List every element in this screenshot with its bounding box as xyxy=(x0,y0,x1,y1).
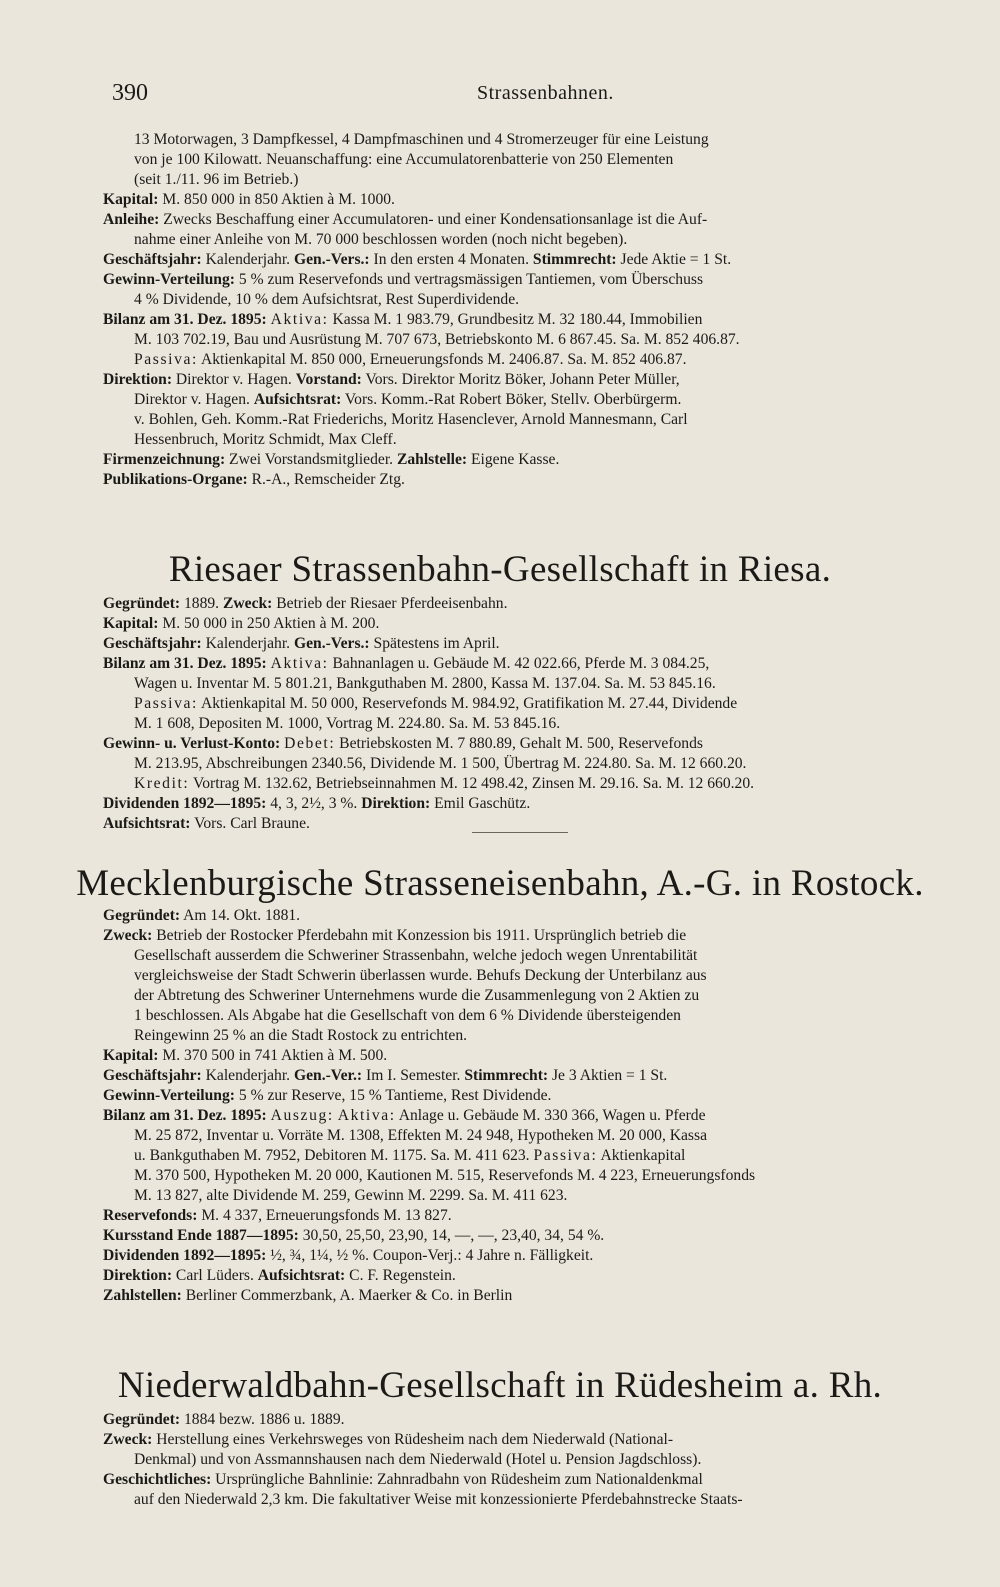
field-label: Gegründet: xyxy=(103,595,181,612)
entry-line: Gesellschaft ausserdem die Schweriner Strassenbahn, welche jedoch wegen Unrentabilität xyxy=(134,947,698,964)
field-label: Stimmrecht: xyxy=(464,1067,549,1084)
entry-line: Reingewinn 25 % an die Stadt Rostock zu entrichten. xyxy=(134,1027,468,1044)
field-value: Direktor v. Hagen. xyxy=(172,371,296,388)
field-value: 5 % zum Reservefonds und vertragsmässigen Tantiemen, vom Überschuss xyxy=(234,271,704,288)
field-sublabel: Aktiva: xyxy=(270,655,329,672)
field-label: Reservefonds: xyxy=(103,1207,198,1224)
field-value: Aktienkapital xyxy=(597,1147,686,1164)
entry-line xyxy=(134,390,976,410)
company-title: Riesaer Strassenbahn-Gesellschaft in Riesa. xyxy=(168,549,832,590)
entry-line xyxy=(103,470,973,490)
field-label: Anleihe: xyxy=(103,211,160,228)
company-title: Niederwaldbahn-Gesellschaft in Rüdesheim a. Rh. xyxy=(117,1365,883,1406)
field-value: 5 % zur Reserve, 15 % Tantieme, Rest Dividende. xyxy=(234,1087,552,1104)
field-value: 4, 3, 2½, 3 %. xyxy=(266,795,362,812)
entry-line: 4 % Dividende, 10 % dem Aufsichtsrat, Rest Superdividende. xyxy=(134,291,520,308)
entry-line: M. 370 500, Hypotheken M. 20 000, Kautionen M. 515, Reservefonds M. 4 223, Erneuerungsfonds xyxy=(134,1167,756,1184)
entry-line xyxy=(103,210,973,230)
field-label: Aufsichtsrat: xyxy=(257,1267,346,1284)
field-value: Zwecks Beschaffung einer Accumulatoren- und einer Kondensationsanlage ist die Auf- xyxy=(159,211,708,228)
field-value: 1889. xyxy=(180,595,223,612)
field-value: R.-A., Remscheider Ztg. xyxy=(247,471,405,488)
field-value: Zwei Vorstandsmitglieder. xyxy=(225,451,397,468)
field-label: Zahlstellen: xyxy=(103,1287,182,1304)
field-value: Kalenderjahr. xyxy=(201,1067,294,1084)
field-value: In den ersten 4 Monaten. xyxy=(369,251,533,268)
entry-line xyxy=(103,1246,973,1266)
field-sublabel: Debet: xyxy=(284,735,336,752)
field-sublabel: Passiva: xyxy=(533,1147,598,1164)
company-title: Mecklenburgische Strasseneisenbahn, A.-G. in Rostock. xyxy=(76,863,924,904)
field-value: Vors. Direktor Moritz Böker, Johann Peter Müller, xyxy=(361,371,680,388)
entry-line: von je 100 Kilowatt. Neuanschaffung: eine Accumulatorenbatterie von 250 Elementen xyxy=(134,151,674,168)
entry-line xyxy=(103,1106,973,1126)
field-label: Publikations-Organe: xyxy=(103,471,248,488)
entry-line xyxy=(103,1266,973,1286)
field-value: Herstellung eines Verkehrsweges von Rüdesheim nach dem Niederwald (National- xyxy=(152,1431,674,1448)
field-value: Kassa M. 1 983.79, Grundbesitz M. 32 180.44, Immobilien xyxy=(328,311,703,328)
field-value: Carl Lüders. xyxy=(172,1267,258,1284)
entry-line xyxy=(103,906,973,926)
field-value: M. 50 000 in 250 Aktien à M. 200. xyxy=(158,615,380,632)
field-value: Kalenderjahr. xyxy=(201,251,294,268)
field-value: u. Bankguthaben M. 7952, Debitoren M. 1175. Sa. M. 411 623. xyxy=(134,1147,534,1164)
entry-line xyxy=(103,1410,973,1430)
field-label: Kursstand Ende 1887—1895: xyxy=(103,1227,299,1244)
entry-line xyxy=(134,774,976,794)
entry-line xyxy=(103,614,973,634)
entry-line: vergleichsweise der Stadt Schwerin überlassen wurde. Behufs Deckung der Unterbilanz aus xyxy=(134,967,707,984)
field-sublabel: Auszug: xyxy=(270,1107,334,1124)
entry-line xyxy=(103,190,973,210)
entry-line xyxy=(103,1086,973,1106)
field-label: Direktion: xyxy=(103,1267,173,1284)
field-label: Kapital: xyxy=(103,1047,159,1064)
entry-line xyxy=(103,1206,973,1226)
field-value: Bahnanlagen u. Gebäude M. 42 022.66, Pferde M. 3 084.25, xyxy=(328,655,710,672)
entry-line xyxy=(103,814,973,834)
entry-line: 1 beschlossen. Als Abgabe hat die Gesellschaft von dem 6 % Dividende übersteigenden xyxy=(134,1007,681,1024)
field-label: Bilanz am 31. Dez. 1895: xyxy=(103,311,267,328)
field-value: Anlage u. Gebäude M. 330 366, Wagen u. Pferde xyxy=(395,1107,706,1124)
field-label: Direktion: xyxy=(103,371,173,388)
field-label: Geschichtliches: xyxy=(103,1471,212,1488)
field-label: Zahlstelle: xyxy=(396,451,468,468)
field-value: Spätestens im April. xyxy=(369,635,500,652)
entry-line: M. 103 702.19, Bau und Ausrüstung M. 707 673, Betriebskonto M. 6 867.45. Sa. M. 852 406.87. xyxy=(134,331,740,348)
field-label: Geschäftsjahr: xyxy=(103,251,202,268)
field-label: Aufsichtsrat: xyxy=(103,815,191,832)
entry-line: 13 Motorwagen, 3 Dampfkessel, 4 Dampfmaschinen und 4 Stromerzeuger für eine Leistung xyxy=(134,131,709,148)
entry-line: Hessenbruch, Moritz Schmidt, Max Cleff. xyxy=(134,431,397,448)
field-value: Kalenderjahr. xyxy=(201,635,294,652)
entry-line: v. Bohlen, Geh. Komm.-Rat Friederichs, Moritz Hasenclever, Arnold Mannesmann, Carl xyxy=(134,411,688,428)
field-value: Jede Aktie = 1 St. xyxy=(616,251,732,268)
entry-line: der Abtretung des Schweriner Unternehmens wurde die Zusammenlegung von 2 Aktien zu xyxy=(134,987,700,1004)
field-label: Gewinn-Verteilung: xyxy=(103,1087,235,1104)
field-sublabel: Passiva: xyxy=(134,695,198,712)
entry-line xyxy=(103,310,973,330)
field-label: Gewinn- u. Verlust-Konto: xyxy=(103,735,281,752)
field-value: 1884 bezw. 1886 u. 1889. xyxy=(180,1411,345,1428)
field-label: Aufsichtsrat: xyxy=(253,391,342,408)
field-label: Gewinn-Verteilung: xyxy=(103,271,235,288)
field-label: Zweck: xyxy=(103,927,153,944)
field-value: Im I. Semester. xyxy=(362,1067,465,1084)
entry-line: M. 213.95, Abschreibungen 2340.56, Dividende M. 1 500, Übertrag M. 224.80. Sa. M. 12 660.20. xyxy=(134,755,747,772)
field-label: Zweck: xyxy=(222,595,273,612)
field-value: Berliner Commerzbank, A. Maerker & Co. in Berlin xyxy=(181,1287,513,1304)
entry-line xyxy=(103,654,973,674)
entry-line: (seit 1./11. 96 im Betrieb.) xyxy=(134,171,299,188)
field-label: Kapital: xyxy=(103,191,159,208)
entry-line xyxy=(134,1146,976,1166)
field-label: Dividenden 1892—1895: xyxy=(103,1247,267,1264)
field-label: Gegründet: xyxy=(103,1411,181,1428)
entry-line xyxy=(134,694,976,714)
field-value: Betrieb der Rostocker Pferdebahn mit Konzession bis 1911. Ursprünglich betrieb die xyxy=(152,927,687,944)
field-value: C. F. Regenstein. xyxy=(345,1267,456,1284)
section-divider xyxy=(472,832,568,833)
field-label: Firmenzeichnung: xyxy=(103,451,226,468)
field-label: Dividenden 1892—1895: xyxy=(103,795,267,812)
field-label: Bilanz am 31. Dez. 1895: xyxy=(103,1107,267,1124)
field-label: Geschäftsjahr: xyxy=(103,1067,202,1084)
entry-line xyxy=(103,634,973,654)
entry-line xyxy=(103,734,973,754)
field-value: Vors. Carl Braune. xyxy=(190,815,310,832)
field-sublabel: Passiva: xyxy=(134,351,198,368)
field-value: Aktienkapital M. 850 000, Erneuerungsfonds M. 2406.87. Sa. M. 852 406.87. xyxy=(197,351,687,368)
entry-line: auf den Niederwald 2,3 km. Die fakultativer Weise mit konzessionierte Pferdebahnstrecke Staats- xyxy=(134,1491,743,1508)
entry-line: M. 13 827, alte Dividende M. 259, Gewinn M. 2299. Sa. M. 411 623. xyxy=(134,1187,568,1204)
field-value: M. 370 500 in 741 Aktien à M. 500. xyxy=(158,1047,388,1064)
field-value: Vors. Komm.-Rat Robert Böker, Stellv. Oberbürgerm. xyxy=(341,391,682,408)
entry-line xyxy=(103,926,973,946)
field-value: Eigene Kasse. xyxy=(467,451,560,468)
field-label: Gen.-Vers.: xyxy=(293,251,370,268)
entry-line xyxy=(103,794,973,814)
field-value: Betriebskosten M. 7 880.89, Gehalt M. 500, Reservefonds xyxy=(335,735,703,752)
field-sublabel: Kredit: xyxy=(134,775,190,792)
field-label: Gen.-Vers.: xyxy=(293,635,370,652)
field-label: Zweck: xyxy=(103,1431,153,1448)
field-value: Am 14. Okt. 1881. xyxy=(180,907,301,924)
field-value: Direktor v. Hagen. xyxy=(134,391,254,408)
entry-line xyxy=(103,270,973,290)
field-value: Betrieb der Riesaer Pferdeeisenbahn. xyxy=(272,595,508,612)
field-label: Vorstand: xyxy=(295,371,362,388)
entry-line: Denkmal) und von Assmannshausen nach dem Niederwald (Hotel u. Pension Jagdschloss). xyxy=(134,1451,702,1468)
field-value: Ursprüngliche Bahnlinie: Zahnradbahn von Rüdesheim zum Nationaldenkmal xyxy=(211,1471,703,1488)
entry-line xyxy=(103,450,973,470)
field-value: Vortrag M. 132.62, Betriebseinnahmen M. 12 498.42, Zinsen M. 29.16. Sa. M. 12 660.20. xyxy=(189,775,755,792)
field-sublabel: Aktiva: xyxy=(337,1107,396,1124)
field-value: Je 3 Aktien = 1 St. xyxy=(548,1067,668,1084)
entry-line xyxy=(103,250,973,270)
entry-line: Wagen u. Inventar M. 5 801.21, Bankguthaben M. 2800, Kassa M. 137.04. Sa. M. 53 845.16. xyxy=(134,675,716,692)
entry-line xyxy=(103,1226,973,1246)
entry-line xyxy=(103,1046,973,1066)
field-value: 30,50, 25,50, 23,90, 14, —, —, 23,40, 34, 54 %. xyxy=(298,1227,605,1244)
entry-line: M. 1 608, Depositen M. 1000, Vortrag M. 224.80. Sa. M. 53 845.16. xyxy=(134,715,561,732)
field-label: Stimmrecht: xyxy=(532,251,617,268)
field-label: Direktion: xyxy=(361,795,431,812)
entry-line: M. 25 872, Inventar u. Vorräte M. 1308, Effekten M. 24 948, Hypotheken M. 20 000, Kassa xyxy=(134,1127,707,1144)
field-value: M. 4 337, Erneuerungsfonds M. 13 827. xyxy=(197,1207,452,1224)
page-number: 390 xyxy=(112,80,148,106)
page-header xyxy=(112,80,632,114)
entry-line xyxy=(103,1470,973,1490)
entry-line xyxy=(103,1286,973,1306)
field-label: Bilanz am 31. Dez. 1895: xyxy=(103,655,267,672)
field-label: Gen.-Ver.: xyxy=(293,1067,363,1084)
field-label: Gegründet: xyxy=(103,907,181,924)
field-value: Aktienkapital M. 50 000, Reservefonds M. 984.92, Gratifikation M. 27.44, Dividende xyxy=(197,695,738,712)
entry-line xyxy=(103,1430,973,1450)
field-value: M. 850 000 in 850 Aktien à M. 1000. xyxy=(158,191,395,208)
running-head: Strassenbahnen. xyxy=(477,82,614,104)
entry-line xyxy=(103,594,973,614)
field-label: Kapital: xyxy=(103,615,159,632)
entry-line xyxy=(103,370,973,390)
field-sublabel: Aktiva: xyxy=(270,311,329,328)
entry-line xyxy=(134,350,976,370)
field-label: Geschäftsjahr: xyxy=(103,635,202,652)
field-value: Emil Gaschütz. xyxy=(430,795,531,812)
entry-line: nahme einer Anleihe von M. 70 000 beschlossen worden (noch nicht begeben). xyxy=(134,231,628,248)
field-value: ½, ¾, 1¼, ½ %. Coupon-Verj.: 4 Jahre n. Fälligkeit. xyxy=(266,1247,594,1264)
entry-line xyxy=(103,1066,973,1086)
